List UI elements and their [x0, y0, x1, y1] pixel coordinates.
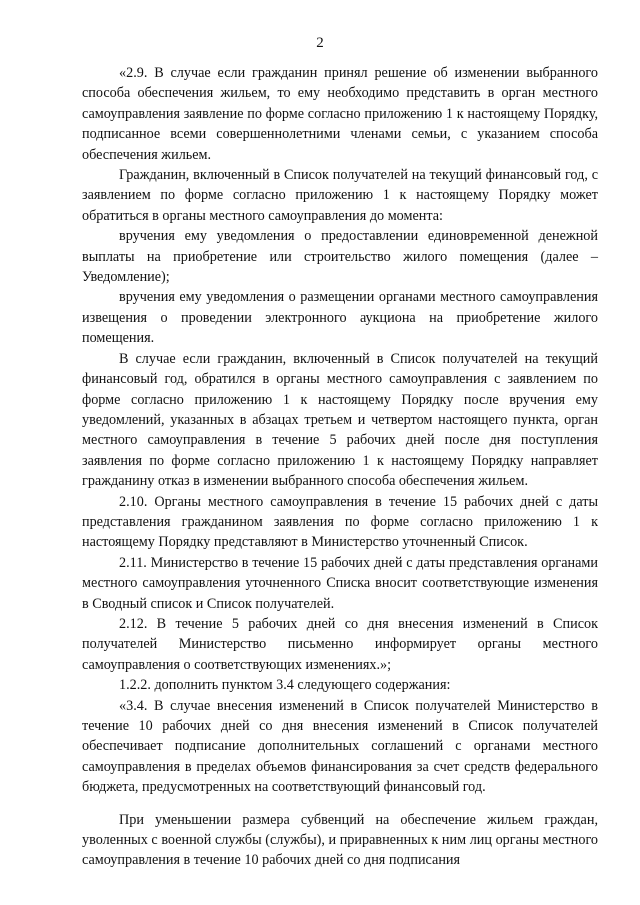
paragraph-2-10: 2.10. Органы местного самоуправления в течение 15 рабочих дней с даты представления гражданином заявления по форме согласно приложению 1 к настоящему Порядку представляют в Министерство уточненный Список. — [82, 493, 598, 551]
paragraph-notice-auction: вручения ему уведомления о размещении органами местного самоуправления извещения о проведении электронного аукциона на приобретение жилого помещения. — [82, 289, 598, 347]
paragraph-notice-payment: вручения ему уведомления о предоставлении единовременной денежной выплаты на приобретение или строительство жилого помещения (далее – Уведомление); — [82, 228, 598, 286]
paragraph-refusal: В случае если гражданин, включенный в Список получателей на текущий финансовый год, обратился в органы местного самоуправления с заявлением по форме согласно приложению 1 к настоящему Порядку после вручения ему уведомлений, указанных в абзацах третьем и четвертом настоящего пункта, орган местного самоуправления в течение 5 рабочих дней после дня поступления заявления по форме согласно приложению 1 к настоящему Порядку направляет гражданину отказ в изменении выбранного способа обеспечения жильем. — [82, 350, 598, 490]
paragraph-subvention-reduction: При уменьшении размера субвенций на обеспечение жильем граждан, уволенных с военной службы (службы), и приравненных к ним лиц органы местного самоуправления в течение 10 рабочих дней со дня подписания — [82, 811, 598, 869]
paragraph-2-11: 2.11. Министерство в течение 15 рабочих дней с даты представления органами местного самоуправления уточненного Списка вносит соответствующие изменения в Сводный список и Список получателей. — [82, 554, 598, 612]
page-number: 2 — [316, 35, 324, 51]
paragraph-2-12: 2.12. В течение 5 рабочих дней со дня внесения изменений в Список получателей Министерство письменно информирует органы местного самоуправления о соответствующих изменениях.»; — [82, 615, 598, 673]
document-body — [82, 63, 598, 871]
paragraph-2-9: «2.9. В случае если гражданин принял решение об изменении выбранного способа обеспечения жильем, то ему необходимо представить в орган местного самоуправления заявление по форме согласно приложению 1 к настоящему Порядку, подписанное всеми совершеннолетними членами семьи, с указанием способа обеспечения жильем. — [82, 65, 598, 163]
paragraph-1-2-2: 1.2.2. дополнить пунктом 3.4 следующего содержания: — [119, 677, 451, 694]
paragraph-citizen-included: Гражданин, включенный в Список получателей на текущий финансовый год, с заявлением по форме согласно приложению 1 к настоящему Порядку может обратиться в органы местного самоуправления до момента: — [82, 167, 598, 224]
paragraph-3-4: «3.4. В случае внесения изменений в Список получателей Министерство в течение 10 рабочих дней со дня внесения изменений в Список получателей обеспечивает подписание дополнительных соглашений с органами местного самоуправления в пределах объемов финансирования за счет средств федерального бюджета, предусмотренных на соответствующий финансовый год. — [82, 697, 598, 796]
